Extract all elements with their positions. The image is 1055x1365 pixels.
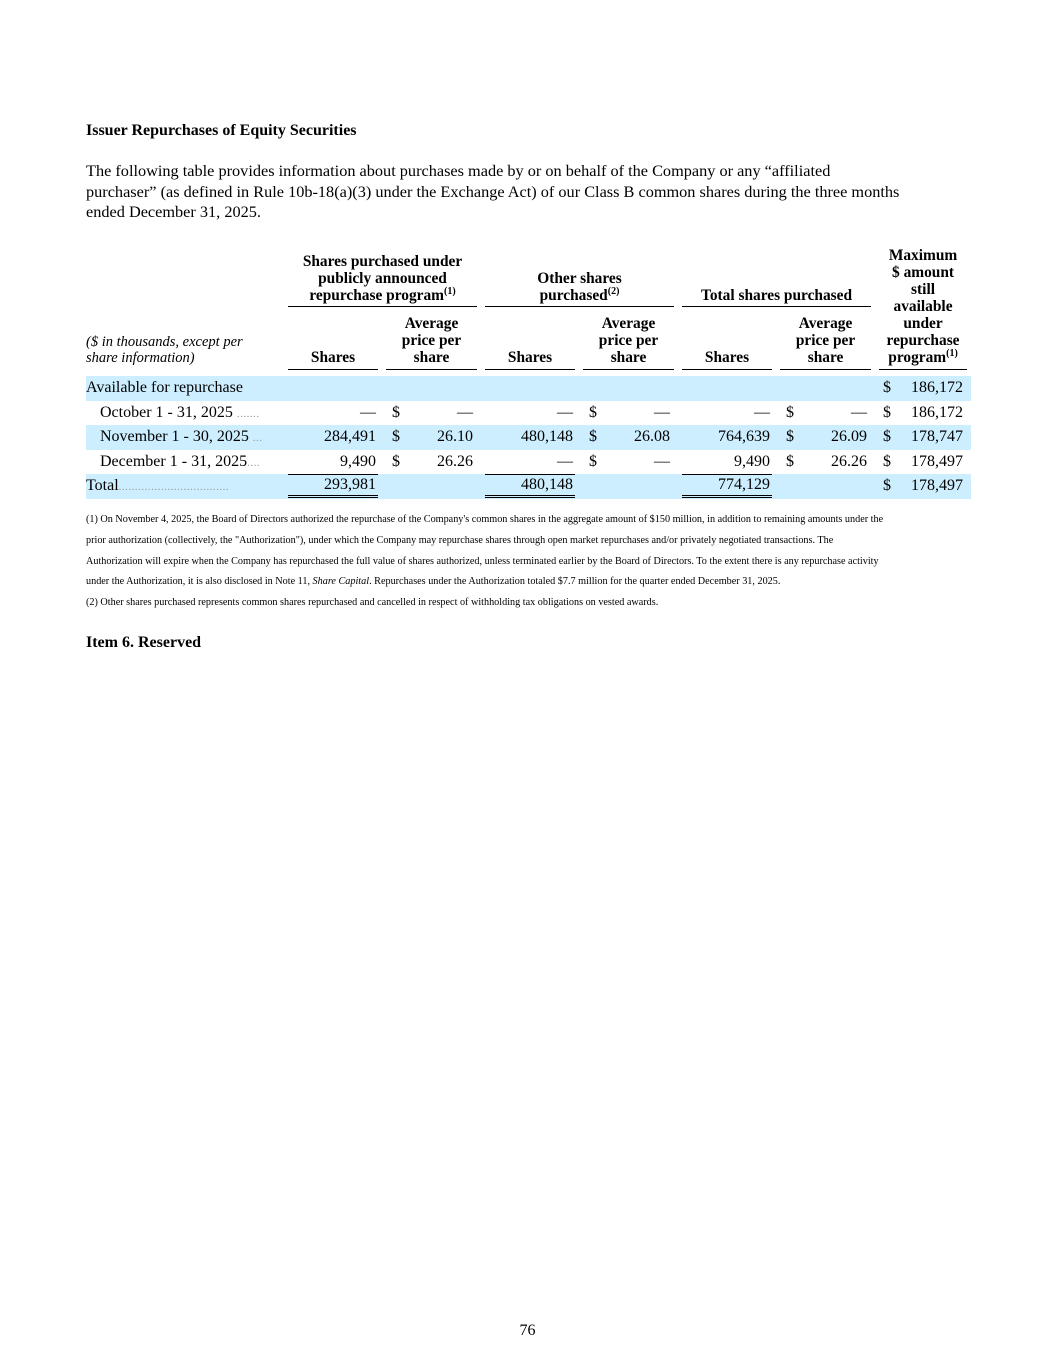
intro-paragraph <box>86 161 970 223</box>
row-label: December 1 - 31, 2025.... <box>100 452 261 470</box>
other-price-cell: $ — <box>589 452 671 470</box>
intro-line: The following table provides information about purchases made by or on behalf of the Company or any “affiliated <box>86 161 831 180</box>
program-shares-cell: 284,491 <box>284 425 382 450</box>
total-price-cell: $ 26.09 <box>776 425 875 450</box>
repurchases-table <box>86 247 971 499</box>
footnote-line: prior authorization (collectively, the "Authorization"), under which the Company may repurchase shares through open market repurchases and/or privately negotiated transactions. The <box>86 534 834 546</box>
footnote-line: Authorization will expire when the Company has repurchased the full value of shares authorized, unless terminated earlier by the Board of Directors. To the extent there is any repurchase activity <box>86 555 879 567</box>
program-price-header: Average price per share <box>382 309 481 370</box>
other-price-cell: $ — <box>589 403 671 421</box>
total-price-header: Average price per share <box>776 309 875 370</box>
total-shares-cell: 764,639 <box>678 425 776 450</box>
max-cell: $ 186,172 <box>875 376 971 401</box>
max-available-header: Maximum $ amount still available under repurchase program$^{(1)}$ <box>875 247 971 370</box>
program-price-cell: $ 26.26 <box>392 452 473 470</box>
units-note-header: ($ in thousands, except per share information) <box>86 334 243 366</box>
table-row <box>86 450 971 475</box>
other-group-header: Other shares purchased$^{(2)}$ <box>481 247 678 309</box>
other-shares-total: 480,148 <box>481 474 579 499</box>
max-cell: $ 178,747 <box>875 425 971 450</box>
other-price-header: Average price per share <box>579 309 678 370</box>
other-shares-cell: — <box>557 403 573 421</box>
other-shares-cell: — <box>557 452 573 470</box>
other-price-cell: $ 26.08 <box>579 425 678 450</box>
total-shares-header: Shares <box>678 309 776 370</box>
other-shares-cell: 480,148 <box>481 425 579 450</box>
footnotes <box>86 510 976 614</box>
available-row <box>86 376 971 401</box>
group-header-row <box>86 247 971 309</box>
row-label: November 1 - 30, 2025 ... <box>86 425 284 450</box>
table-row <box>86 425 971 450</box>
table-row <box>86 401 971 426</box>
total-shares-cell: 9,490 <box>734 452 771 470</box>
other-shares-header: Shares <box>481 309 579 370</box>
row-label: Total.................................. <box>86 474 284 499</box>
program-group-header: Shares purchased under publicly announced repurchase program$^{(1)}$ <box>284 247 481 309</box>
section-title: Issuer Repurchases of Equity Securities <box>86 122 357 139</box>
sub-header-row <box>86 309 971 370</box>
intro-line: purchaser” (as defined in Rule 10b-18(a)(3) under the Exchange Act) of our Class B common shares during the three months <box>86 181 900 201</box>
program-shares-total: 293,981 <box>284 474 382 499</box>
footnote-line: (1) On November 4, 2025, the Board of Directors authorized the repurchase of the Company's common shares in the aggregate amount of $150 million, in addition to remaining amounts under the <box>86 514 884 525</box>
program-shares-cell: 9,490 <box>340 452 376 470</box>
total-price-cell: $ — <box>786 403 868 421</box>
page-number: 76 <box>519 1322 536 1339</box>
total-row <box>86 474 971 499</box>
total-shares-cell: — <box>754 403 771 421</box>
row-label: Available for repurchase <box>86 376 875 401</box>
row-label: October 1 - 31, 2025 ....... <box>100 403 260 421</box>
total-shares-total: 774,129 <box>678 474 776 499</box>
next-section-title: Item 6. Reserved <box>86 634 202 651</box>
program-shares-header: Shares <box>284 309 382 370</box>
footnote-line: under the Authorization, it is also disclosed in Note 11, Share Capital. Repurchases under the Authorization totaled $7.7 million for the quarter ended December 31, 2025. <box>86 576 781 588</box>
footnote-line: (2) Other shares purchased represents common shares repurchased and cancelled in respect of withholding tax obligations on vested awards. <box>86 597 659 609</box>
max-cell: $ 186,172 <box>883 403 964 421</box>
max-cell: $ 178,497 <box>875 474 971 499</box>
program-price-cell: $ — <box>392 403 473 421</box>
intro-line: ended December 31, 2025. <box>86 202 261 221</box>
total-price-cell: $ 26.26 <box>786 452 868 470</box>
max-cell: $ 178,497 <box>883 452 964 470</box>
program-price-cell: $ 26.10 <box>382 425 481 450</box>
total-group-header: Total shares purchased <box>678 247 875 309</box>
program-shares-cell: — <box>360 403 376 421</box>
